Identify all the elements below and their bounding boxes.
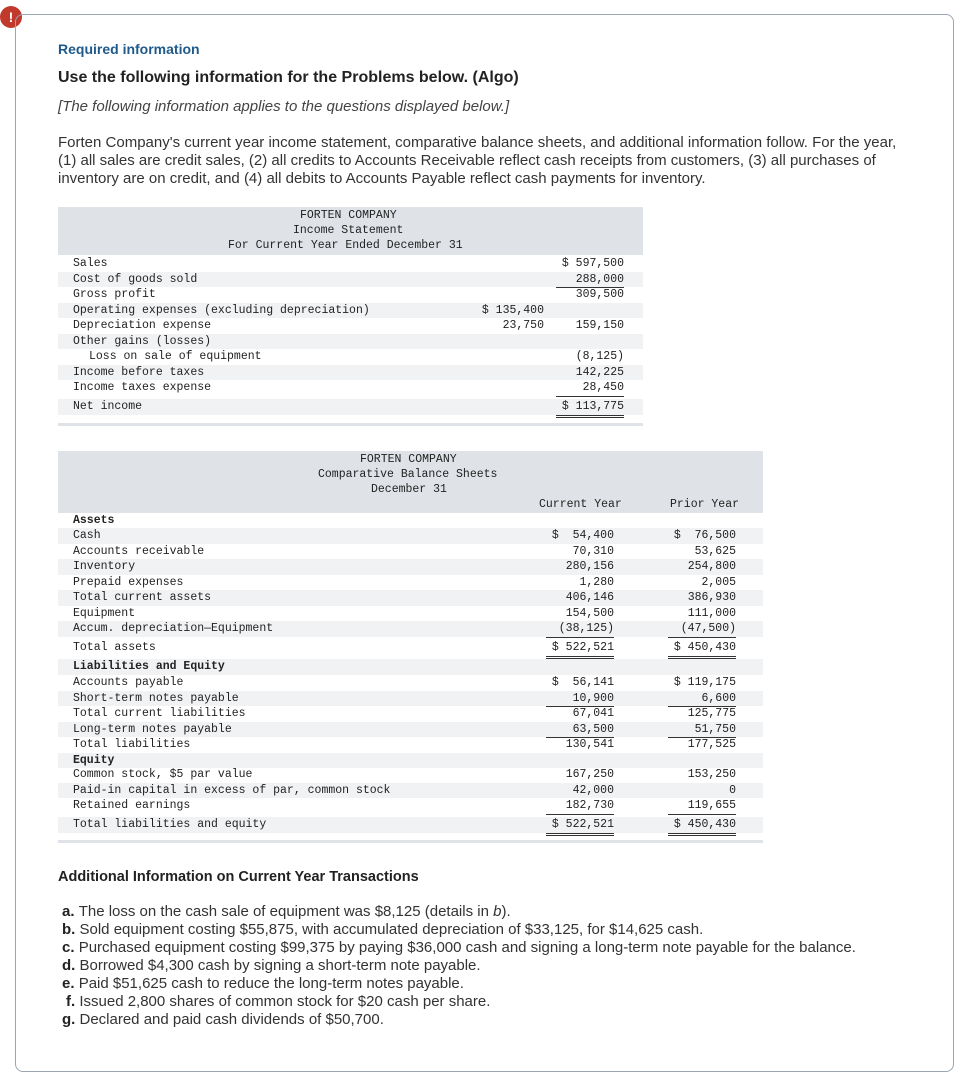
balance-row-prior: 53,625	[694, 544, 736, 558]
balance-row-current: 130,541	[565, 738, 614, 751]
balance-row	[58, 737, 763, 753]
balance-row	[58, 675, 763, 691]
alert-icon: !	[0, 6, 22, 28]
balance-row	[58, 753, 763, 769]
additional-info-item	[62, 957, 856, 975]
income-row	[58, 287, 643, 303]
balance-row-label: Equipment	[73, 606, 136, 620]
balance-row-label: Assets	[73, 514, 115, 527]
balance-row	[58, 575, 763, 591]
balance-row	[58, 783, 763, 799]
income-row-col2: $ 113,775	[556, 399, 624, 418]
balance-row-current: $ 522,521	[546, 817, 614, 836]
balance-row-prior: (47,500)	[668, 621, 736, 638]
balance-row-current: 42,000	[572, 783, 614, 797]
income-row-label: Income taxes expense	[73, 381, 212, 394]
balance-sheet-table	[58, 451, 763, 846]
balance-row-prior: 386,930	[687, 591, 736, 604]
income-row-label: Depreciation expense	[73, 319, 212, 332]
balance-row-prior: $ 450,430	[668, 817, 736, 836]
income-row-label: Income before taxes	[73, 365, 205, 379]
item-text: The loss on the cash sale of equipment was $8,125 (details in	[78, 903, 494, 920]
balance-row-current: 406,146	[565, 591, 614, 604]
item-text: Declared and paid cash dividends of $50,700.	[79, 1011, 384, 1028]
balance-row	[58, 767, 763, 783]
balance-row-label: Short-term notes payable	[73, 691, 239, 705]
income-row	[58, 318, 643, 334]
item-text: Paid $51,625 cash to reduce the long-term notes payable.	[78, 975, 464, 992]
additional-info-list	[62, 903, 856, 1029]
income-row-label: Other gains (losses)	[73, 334, 212, 348]
income-row-label: Cost of goods sold	[73, 272, 198, 286]
income-bottom-border	[58, 423, 643, 426]
item-ref: b	[493, 903, 502, 920]
balance-row-current: 154,500	[565, 606, 614, 620]
balance-row-label: Cash	[73, 529, 101, 542]
income-title-period: For Current Year Ended December 31	[228, 239, 463, 252]
balance-row-label: Total current assets	[73, 591, 212, 604]
balance-row-label: Accounts receivable	[73, 544, 205, 558]
item-letter: a.	[62, 903, 79, 920]
additional-info-item	[62, 1011, 856, 1029]
balance-row-label: Paid-in capital in excess of par, common stock	[73, 783, 391, 797]
item-letter: c.	[62, 939, 79, 956]
income-row	[58, 256, 643, 272]
additional-info-item	[62, 903, 856, 921]
balance-row-label: Total assets	[73, 641, 156, 654]
balance-row-current: 167,250	[565, 768, 614, 781]
balance-row-current: (38,125)	[546, 621, 614, 638]
item-letter: d.	[62, 957, 80, 974]
intro-paragraph: Forten Company's current year income statement, comparative balance sheets, and additional information follow. For the year, (1) all sales are credit sales, (2) all credits to Accounts Receivable reflect cash receipts from customers, (3) all purchases of inventory are on credit, and (4) all debits to Accounts Payable reflect cash payments for inventory.	[58, 134, 897, 187]
balance-row-current: 182,730	[546, 798, 614, 815]
balance-row-label: Liabilities and Equity	[73, 660, 225, 673]
balance-row-current: $ 54,400	[551, 529, 614, 542]
additional-info-item	[62, 975, 856, 993]
item-text: Sold equipment costing $55,875, with accumulated depreciation of $33,125, for $14,625 cash.	[79, 921, 704, 938]
item-text: Purchased equipment costing $99,375 by paying $36,000 cash and signing a long-term note payable for the balance.	[78, 939, 856, 956]
balance-row-current: 280,156	[565, 560, 614, 573]
balance-row	[58, 798, 763, 814]
balance-title-statement: Comparative Balance Sheets	[318, 468, 498, 481]
balance-row	[58, 722, 763, 738]
required-info-label: Required information	[58, 41, 200, 57]
balance-row	[58, 659, 763, 675]
balance-row-label: Retained earnings	[73, 799, 191, 812]
income-row	[58, 334, 643, 350]
balance-row-label: Common stock, $5 par value	[73, 768, 253, 781]
balance-row	[58, 513, 763, 529]
item-letter: f.	[66, 993, 80, 1010]
balance-row	[58, 590, 763, 606]
balance-row-current: 70,310	[572, 544, 614, 558]
balance-row-label: Total current liabilities	[73, 707, 246, 720]
balance-row-current: 63,500	[546, 722, 614, 739]
balance-row-current: 1,280	[546, 575, 614, 592]
balance-row	[58, 706, 763, 722]
balance-row-label: Equity	[73, 753, 115, 767]
balance-row-prior: 2,005	[668, 575, 736, 592]
additional-info-title: Additional Information on Current Year Transactions	[58, 869, 419, 885]
applies-note: [The following information applies to the questions displayed below.]	[58, 98, 510, 115]
balance-row-label: Inventory	[73, 560, 136, 573]
col-header-current: Current Year	[539, 498, 622, 511]
balance-row-prior: 6,600	[668, 691, 736, 708]
income-row-col2: 28,450	[556, 380, 624, 397]
income-row-col2: $ 597,500	[561, 257, 624, 270]
balance-row	[58, 691, 763, 707]
income-title-statement: Income Statement	[293, 224, 404, 237]
balance-row	[58, 606, 763, 622]
balance-title-date: December 31	[371, 483, 447, 496]
balance-row-current: 10,900	[546, 691, 614, 708]
balance-row-prior: 51,750	[668, 722, 736, 739]
item-tail: ).	[501, 903, 511, 920]
income-row	[58, 303, 643, 319]
balance-row-label: Accum. depreciation—Equipment	[73, 622, 274, 635]
item-letter: b.	[62, 921, 80, 938]
balance-row	[58, 640, 763, 656]
balance-row-label: Long-term notes payable	[73, 722, 232, 736]
balance-row-prior: $ 450,430	[668, 640, 736, 659]
income-row	[58, 380, 643, 396]
balance-row-label: Total liabilities and equity	[73, 818, 267, 831]
balance-row-current: $ 56,141	[551, 676, 614, 689]
income-title-company: FORTEN COMPANY	[300, 209, 397, 222]
income-row-label: Sales	[73, 257, 108, 270]
income-row-col2: 288,000	[556, 272, 624, 289]
balance-row-label: Accounts payable	[73, 676, 184, 689]
balance-row-current: 67,041	[572, 707, 614, 720]
balance-row-prior: $ 119,175	[673, 676, 736, 689]
balance-row	[58, 621, 763, 637]
page-title: Use the following information for the Problems below. (Algo)	[58, 69, 519, 86]
income-statement-table	[58, 207, 643, 427]
income-row-label: Net income	[73, 400, 143, 413]
income-row-label: Operating expenses (excluding depreciation)	[73, 303, 370, 317]
balance-row-prior: 119,655	[668, 798, 736, 815]
balance-bottom-border	[58, 840, 763, 843]
additional-info-item	[62, 939, 856, 957]
balance-row-label: Prepaid expenses	[73, 575, 184, 589]
balance-row	[58, 544, 763, 560]
item-text: Borrowed $4,300 cash by signing a short-term note payable.	[79, 957, 481, 974]
income-row	[58, 349, 643, 365]
balance-row-prior: 0	[729, 783, 736, 797]
income-row	[58, 272, 643, 288]
income-row-col2: 309,500	[575, 288, 624, 301]
income-row-col2: 159,150	[575, 319, 624, 332]
balance-row-label: Total liabilities	[73, 738, 191, 751]
income-row-label: Loss on sale of equipment	[89, 350, 262, 363]
balance-row-prior: 153,250	[687, 768, 736, 781]
balance-row-prior: $ 76,500	[673, 529, 736, 542]
balance-title-company: FORTEN COMPANY	[360, 453, 457, 466]
item-letter: e.	[62, 975, 79, 992]
balance-row-current: $ 522,521	[546, 640, 614, 659]
balance-row-prior: 111,000	[687, 606, 736, 620]
item-text: Issued 2,800 shares of common stock for $20 cash per share.	[79, 993, 491, 1010]
col-header-prior: Prior Year	[670, 498, 740, 511]
balance-row-prior: 254,800	[687, 560, 736, 573]
income-row-label: Gross profit	[73, 288, 156, 301]
income-row-col1: 23,750	[476, 318, 544, 335]
income-row	[58, 399, 643, 415]
balance-row	[58, 559, 763, 575]
item-letter: g.	[62, 1011, 80, 1028]
balance-row-prior: 177,525	[687, 738, 736, 751]
balance-row	[58, 528, 763, 544]
balance-row	[58, 817, 763, 833]
income-row-col1: $ 135,400	[481, 303, 544, 317]
income-row-col2: (8,125)	[556, 349, 624, 366]
additional-info-item	[62, 993, 856, 1011]
additional-info-item	[62, 921, 856, 939]
income-row-col2: 142,225	[575, 365, 624, 379]
income-row	[58, 365, 643, 381]
balance-row-prior: 125,775	[687, 707, 736, 720]
